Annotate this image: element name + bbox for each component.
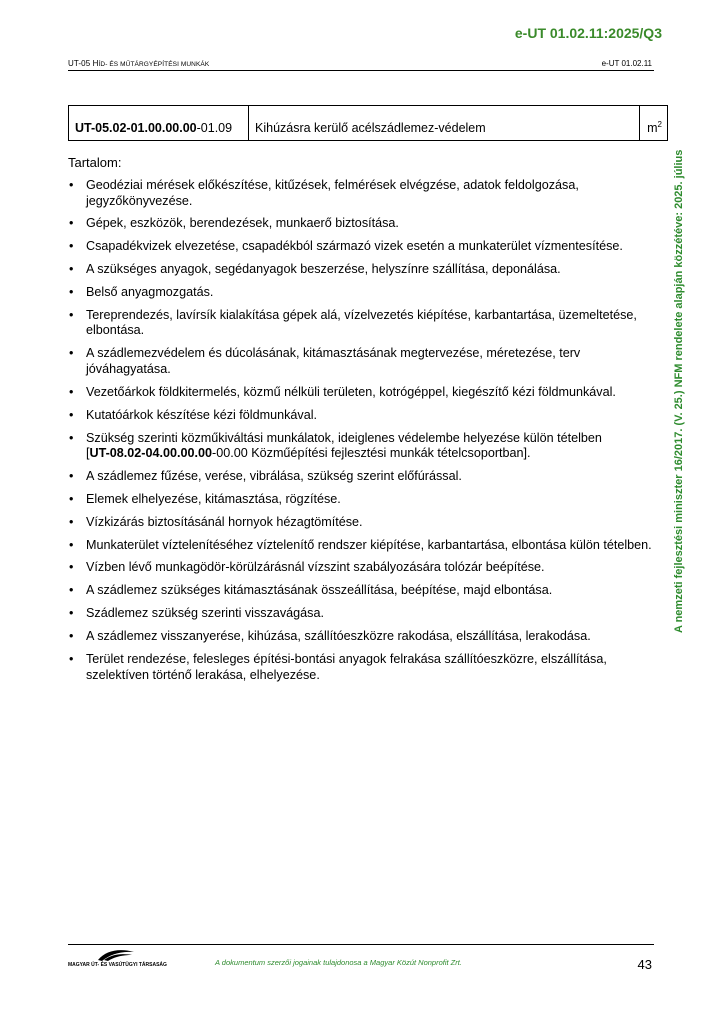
list-item-with-reference (68, 431, 658, 462)
logo-text: MAGYAR ÚT- ÉS VASÚTÜGYI TÁRSASÁG (68, 962, 167, 968)
list-item: • A szádlemez szükséges kitámasztásának összeállítása, beépítése, majd elbontása. (68, 583, 658, 599)
header-divider (68, 70, 654, 71)
logo-swoosh-icon (96, 948, 136, 962)
footer-divider (68, 944, 654, 945)
header-doc-ref: e-UT 01.02.11 (601, 59, 652, 68)
ref-open: [ (86, 446, 90, 461)
page-number: 43 (637, 957, 652, 972)
list-item-text: Szükség szerinti közműkiváltási munkálatok, ideiglenes védelembe helyezése külön tételben (86, 430, 602, 445)
item-row (69, 106, 668, 141)
list-item: • A szükséges anyagok, segédanyagok beszerzése, helyszínre szállítása, deponálása. (68, 262, 658, 278)
list-item: • Belső anyagmozgatás. (68, 285, 658, 301)
content-title: Tartalom: (68, 155, 122, 170)
list-item: • Szádlemez szükség szerinti visszavágása. (68, 606, 658, 622)
list-item: • Kutatóárkok készítése kézi földmunkával. (68, 408, 658, 424)
item-code (69, 106, 249, 141)
society-logo (68, 948, 168, 970)
header-chapter-prefix: UT-05 H (68, 59, 99, 68)
ref-code-suffix: -00.00 Közműépítési fejlesztési munkák tételcsoportban]. (212, 446, 531, 461)
list-item: • Vezetőárkok földkitermelés, közmű nélküli területen, kotrógéppel, kiegészítő kézi földmunkával. (68, 385, 658, 401)
ref-code-bold: UT-08.02-04.00.00.00 (89, 446, 213, 461)
list-item: • Gépek, eszközök, berendezések, munkaerő biztosítása. (68, 216, 658, 232)
list-item: • Vízkizárás biztosításánál hornyok hézagtömítése. (68, 515, 658, 531)
list-item: • A szádlemez visszanyerése, kihúzása, szállítóeszközre rakodása, elszállítása, lerakodása. (68, 629, 658, 645)
content-bullet-list (68, 178, 658, 690)
copyright-notice: A dokumentum szerzői jogainak tulajdonosa a Magyar Közút Nonprofit Zrt. (215, 958, 462, 967)
item-unit-exp: 2 (657, 120, 662, 129)
list-item: • Terület rendezése, felesleges építési-bontási anyagok felrakása szállítóeszközre, elszállítása, szelektíven történő lerakása, elhelyezése. (68, 652, 658, 683)
item-description: Kihúzásra kerülő acélszádlemez-védelem (249, 106, 640, 141)
document-code: e-UT 01.02.11:2025/Q3 (514, 25, 662, 41)
list-item: • Csapadékvizek elvezetése, csapadékból származó vizek esetén a munkaterület vízmentesítése. (68, 239, 658, 255)
side-publication-note: A nemzeti fejlesztési miniszter 16/2017. (V. 25.) NFM rendelete alapján közzétéve: 2025. július (673, 149, 685, 633)
item-table (68, 105, 668, 141)
list-item: • A szádlemez fűzése, verése, vibrálása, szükség szerint előfúrással. (68, 469, 658, 485)
list-item: • Vízben lévő munkagödör-körülzárásnál vízszint szabályozására tolózár beépítése. (68, 560, 658, 576)
header-chapter-title (68, 59, 209, 68)
list-item: • Elemek elhelyezése, kitámasztása, rögzítése. (68, 492, 658, 508)
item-code-bold: UT-05.02-01.00.00.00 (75, 121, 197, 135)
list-item: • Munkaterület víztelenítéséhez víztelenítő rendszer kiépítése, karbantartása, elbontása külön tételben. (68, 538, 658, 554)
item-code-suffix: -01.09 (196, 121, 233, 135)
list-item: • A szádlemezvédelem és dúcolásának, kitámasztásának megtervezése, méretezése, terv jóváhagyatása. (68, 346, 658, 377)
item-unit (640, 106, 668, 141)
list-item: • Tereprendezés, lavírsík kialakítása gépek alá, vízelvezetés kiépítése, karbantartása, üzemeltetése, elbontása. (68, 308, 658, 339)
item-unit-base: m (647, 121, 658, 135)
list-item: • Geodéziai mérések előkészítése, kitűzések, felmérések elvégzése, adatok feldolgozása, jegyzőkönyvezése. (68, 178, 658, 209)
header-chapter-caps: ÍD- ÉS MŰTÁRGYÉPÍTÉSI MUNKÁK (98, 61, 210, 68)
